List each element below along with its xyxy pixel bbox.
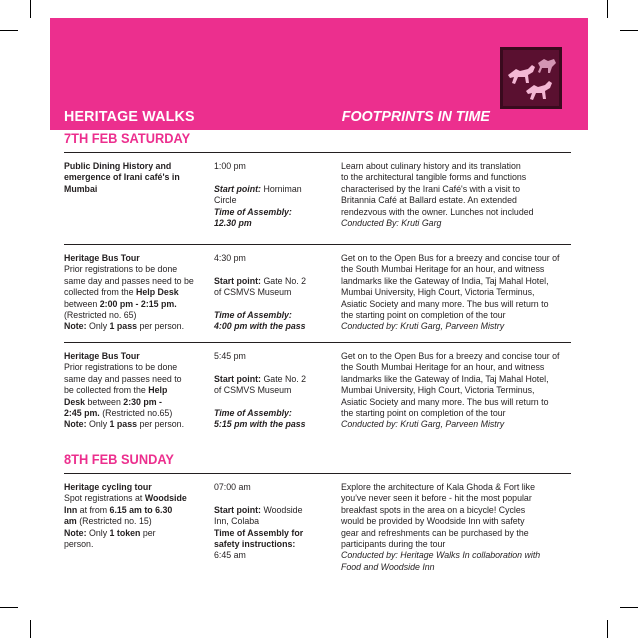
divider — [64, 342, 571, 343]
event-title: Heritage cycling tour Spot registrations at Woodside Inn at from 6.15 am to 6.30 am (Restricted no. 15) Note: Only 1 token per person. — [64, 481, 187, 550]
event-description: Get on to the Open Bus for a breezy and concise tour of the South Mumbai Heritage for an hour, and witness landmarks like the Gateway of India, Taj Mahal Hotel, Mumbai University, High Court, Victoria Terminus, Asiatic Society and many more. The bus will return to the starting point on completion of the tour Conducted by: Kruti Garg, Parveen Mistry — [341, 350, 560, 430]
crop-mark — [620, 607, 638, 608]
event-schedule: 07:00 am Start point: Woodside Inn, Colaba Time of Assembly for safety instructions: 6:45 am — [214, 481, 304, 561]
event-schedule: 4:30 pm Start point: Gate No. 2 of CSMVS Museum Time of Assembly: 4:00 pm with the pass — [214, 252, 307, 332]
event-conductor: Food and Woodside Inn — [341, 560, 435, 572]
event-conductor: Conducted by: Heritage Walks In collaboration with — [341, 549, 541, 561]
event-time: 07:00 am — [214, 481, 251, 492]
event-conductor: Conducted by: Kruti Garg, Parveen Mistry — [341, 418, 505, 430]
crop-mark — [0, 607, 18, 608]
event-schedule: 1:00 pm Start point: Horniman Circle Time of Assembly: 12.30 pm — [214, 160, 302, 229]
event-title: Heritage Bus Tour Prior registrations to be done same day and passes need to be collected from the Help Desk between 2:30 pm - 2:45 pm. (Restricted no.65) Note: Only 1 pass per person. — [64, 350, 185, 430]
event-title: Public Dining History and emergence of Irani café's in Mumbai — [64, 160, 180, 194]
divider — [64, 244, 571, 245]
event-title: Heritage Bus Tour Prior registrations to be done same day and passes need to be collected from the Help Desk between 2:00 pm - 2:15 pm. (Restricted no. 65) Note: Only 1 pass per person. — [64, 252, 194, 332]
crop-mark — [30, 620, 31, 638]
event-schedule: 5:45 pm Start point: Gate No. 2 of CSMVS Museum Time of Assembly: 5:15 pm with the pass — [214, 350, 307, 430]
crop-mark — [620, 30, 638, 31]
crop-mark — [607, 0, 608, 18]
horses-logo-icon — [498, 45, 564, 111]
event-description: Explore the architecture of Kala Ghoda & Fort like you've never seen it before - hit the most popular breakfast spots in the area on a bicycle! Cycles would be provided by Woodside Inn with safety gear and refreshments can be purchased by the participants during the tour Conducted by: Heritage Walks In collaboration with Food and Woodside Inn — [341, 481, 541, 572]
day-heading: 7TH FEB SATURDAY — [64, 131, 191, 146]
event-time: 1:00 pm — [214, 160, 246, 171]
crop-mark — [607, 620, 608, 638]
section-tagline: FOOTPRINTS IN TIME — [341, 108, 490, 125]
event-conductor: Conducted by: Kruti Garg, Parveen Mistry — [341, 320, 505, 332]
event-description: Learn about culinary history and its translation to the architectural tangible forms and functions characterised by the Irani Café's with a visit to Britannia Café at Ballard estate. An extended rendezvous with the owner. Lunches not included Conducted By: Kruti Garg — [341, 160, 534, 229]
divider — [64, 152, 571, 153]
event-time: 4:30 pm — [214, 252, 246, 263]
section-title: HERITAGE WALKS — [64, 108, 195, 125]
crop-mark — [30, 0, 31, 18]
event-time: 5:45 pm — [214, 350, 246, 361]
crop-mark — [0, 30, 18, 31]
event-conductor: Conducted By: Kruti Garg — [341, 217, 442, 229]
divider — [64, 473, 571, 474]
event-description: Get on to the Open Bus for a breezy and concise tour of the South Mumbai Heritage for an hour, and witness landmarks like the Gateway of India, Taj Mahal Hotel, Mumbai University, High Court, Victoria Terminus, Asiatic Society and many more. The bus will return to the starting point on completion of the tour Conducted by: Kruti Garg, Parveen Mistry — [341, 252, 560, 332]
day-heading: 8TH FEB SUNDAY — [64, 452, 174, 467]
